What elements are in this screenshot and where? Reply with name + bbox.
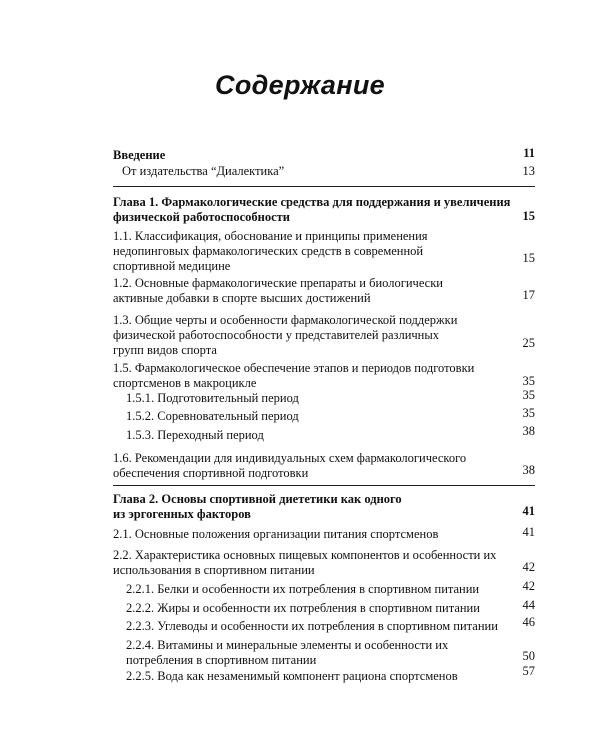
toc-entry-page: 15 — [522, 251, 535, 265]
toc-entry-title: От издательства “Диалектика” — [122, 164, 285, 178]
divider — [113, 485, 535, 486]
toc-entry-page: 50 — [522, 649, 535, 663]
toc-entry-page: 15 — [522, 209, 535, 223]
toc-entry-page: 11 — [523, 146, 535, 160]
toc-entry-title: 2.1. Основные положения организации питания спортсменов — [113, 527, 439, 541]
toc-entry-page: 46 — [522, 615, 535, 629]
toc-entry-page: 57 — [522, 664, 535, 678]
toc-entry-page: 35 — [522, 406, 535, 420]
toc-entry-title: 1.5. Фармакологическое обеспечение этапов и периодов подготовки спортсменов в макроцикле — [113, 361, 475, 390]
toc-entry-title: 1.5.1. Подготовительный период — [126, 391, 299, 405]
toc-entry-page: 44 — [522, 598, 535, 612]
toc-entry-title: 1.1. Классификация, обоснование и принципы применения недопинговых фармакологических средств в современной спортивной медицине — [113, 229, 428, 273]
toc-entry-title: 1.3. Общие черты и особенности фармакологической поддержки физической работоспособности у представителей различных групп видов спорта — [113, 313, 458, 357]
divider — [113, 186, 535, 187]
toc-entry-page: 42 — [522, 560, 535, 574]
toc-entry-title: Введение — [113, 148, 166, 162]
toc-entry-page: 41 — [522, 525, 535, 539]
toc-entry-page: 35 — [522, 388, 535, 402]
toc-entry-page: 42 — [522, 579, 535, 593]
toc-entry-page: 38 — [522, 424, 535, 438]
toc-entry-title: 2.2.3. Углеводы и особенности их потребления в спортивном питании — [126, 619, 498, 633]
toc-entry-page: 41 — [522, 504, 535, 518]
toc-entry-title: 2.2.2. Жиры и особенности их потребления в спортивном питании — [126, 601, 480, 615]
toc-entry-title: Глава 1. Фармакологические средства для поддержания и увеличения физической работоспособности — [113, 195, 511, 224]
toc-entry-title: 2.2. Характеристика основных пищевых компонентов и особенности их использования в спортивном питании — [113, 548, 497, 577]
toc-entry-title: 1.5.2. Соревновательный период — [126, 409, 299, 423]
toc-entry-page: 13 — [522, 164, 535, 178]
page-title: Содержание — [215, 70, 385, 100]
toc-entry-title: Глава 2. Основы спортивной диететики как одного из эргогенных факторов — [113, 492, 402, 521]
toc-entry-title: 2.2.5. Вода как незаменимый компонент рациона спортсменов — [126, 669, 458, 683]
toc-entry-page: 35 — [522, 374, 535, 388]
toc-entry-title: 2.2.1. Белки и особенности их потребления в спортивном питании — [126, 582, 480, 596]
toc-entry-page: 17 — [522, 288, 535, 302]
toc-entry-page: 38 — [522, 463, 535, 477]
toc-entry-page: 25 — [522, 336, 535, 350]
toc-entry-title: 1.6. Рекомендации для индивидуальных схем фармакологического обеспечения спортивной подготовки — [113, 451, 467, 480]
toc-entry-title: 1.5.3. Переходный период — [126, 428, 264, 442]
toc-entry-title: 1.2. Основные фармакологические препараты и биологически активные добавки в спорте высших достижений — [113, 276, 443, 305]
toc-entry-title: 2.2.4. Витамины и минеральные элементы и особенности их потребления в спортивном питании — [126, 638, 449, 667]
